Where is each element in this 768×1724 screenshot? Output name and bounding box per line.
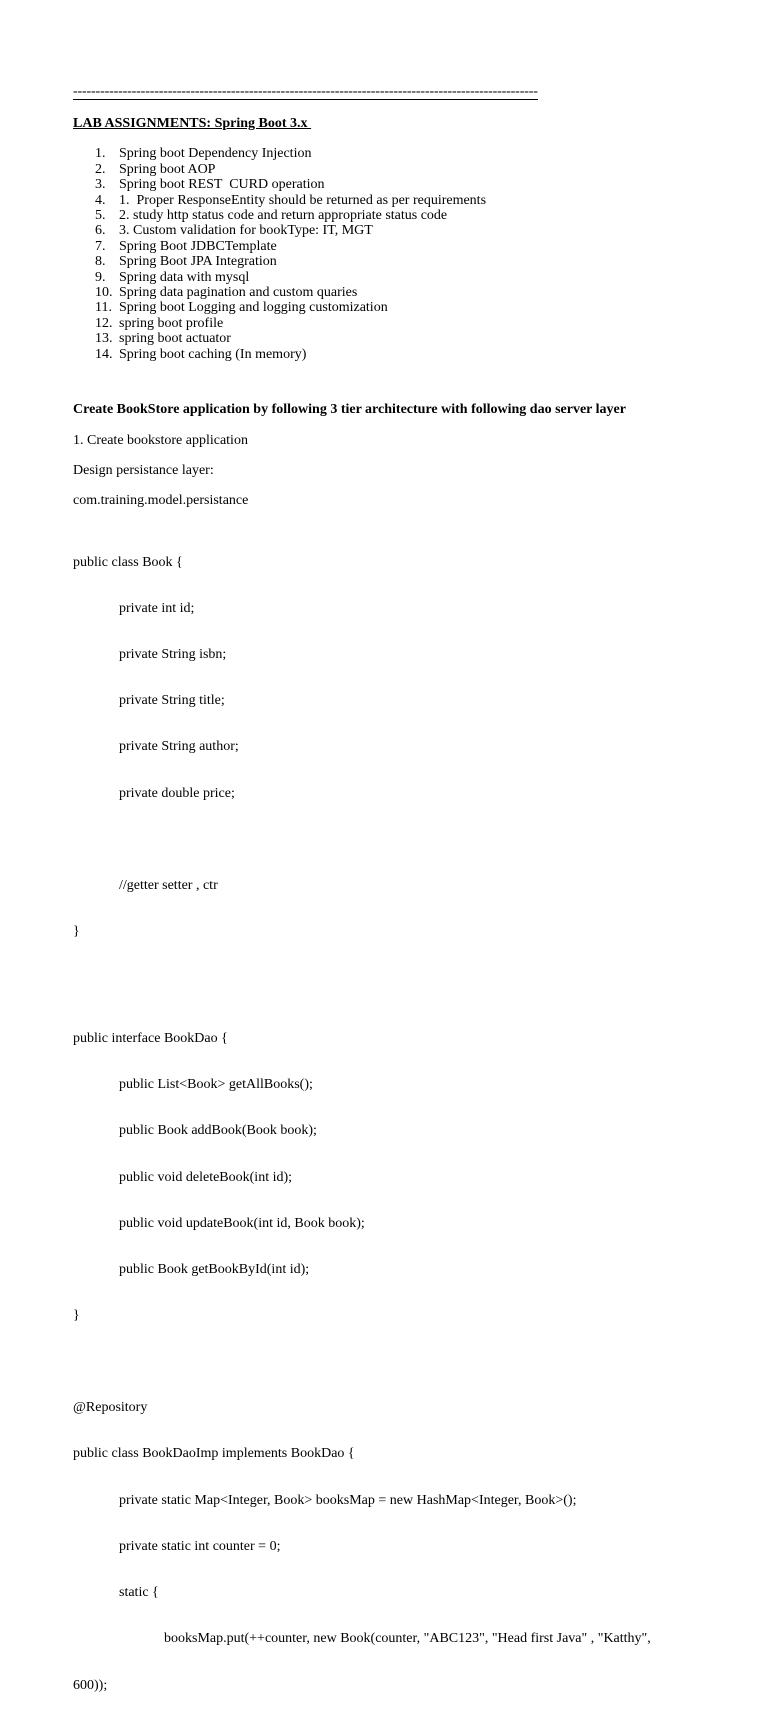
list-item: 8. Spring Boot JPA Integration (95, 254, 277, 270)
code-line: static { (119, 1585, 159, 1601)
code-line: public Book getBookById(int id); (119, 1262, 310, 1277)
code-line: private int id; (119, 600, 195, 616)
code-line: private String title; (119, 693, 225, 709)
list-item: 11. Spring boot Logging and logging customization (95, 300, 388, 316)
dao-impl-code (73, 1369, 693, 1723)
step-one-text: 1. Create bookstore application (73, 432, 248, 448)
code-line: public class BookDaoImp implements BookDao { (73, 1446, 355, 1462)
list-item: 7. Spring Boot JDBCTemplate (95, 238, 277, 254)
list-item: 12. spring boot profile (95, 315, 224, 331)
list-item: 3. Spring boot REST CURD operation (95, 177, 325, 193)
code-line: public List<Book> getAllBooks(); (119, 1077, 313, 1093)
dao-interface-code (73, 1000, 693, 1354)
code-line: private static Map<Integer, Book> booksMap = new HashMap<Integer, Book>(); (119, 1492, 577, 1508)
document-page (73, 84, 693, 1724)
code-line: private double price; (119, 785, 235, 801)
code-line: public Book addBook(Book book); (119, 1123, 317, 1139)
code-line: 600)); (73, 1677, 108, 1693)
list-item: 2. Spring boot AOP (95, 161, 216, 177)
package-name: com.training.model.persistance (73, 493, 249, 509)
code-line: } (73, 1308, 80, 1324)
code-line: } (73, 923, 80, 939)
code-line: public class Book { (73, 554, 183, 570)
code-line: public void deleteBook(int id); (119, 1169, 293, 1185)
list-item: 1. Spring boot Dependency Injection (95, 146, 312, 162)
design-label: Design persistance layer: (73, 462, 214, 478)
code-line: booksMap.put(++counter, new Book(counter, "ABC123", "Head first Java" , "Katthy", (164, 1631, 651, 1647)
bookstore-heading: Create BookStore application by following 3 tier architecture with following dao server layer (73, 402, 626, 418)
list-item: 4. 1. Proper ResponseEntity should be returned as per requirements (95, 192, 487, 208)
code-line: public void updateBook(int id, Book book); (119, 1215, 365, 1231)
code-comment: //getter setter , ctr (119, 877, 218, 893)
separator-line: ------------------------------------------------------------------------------------------------------- (73, 84, 538, 99)
code-annotation: @Repository (73, 1400, 148, 1416)
code-line: private static int counter = 0; (119, 1538, 281, 1554)
topics-list (73, 146, 693, 362)
code-line: public interface BookDao { (73, 1030, 228, 1046)
list-item: 13. spring boot actuator (95, 331, 231, 347)
list-item: 5. 2. study http status code and return appropriate status code (95, 208, 448, 224)
list-item: 6. 3. Custom validation for bookType: IT, MGT (95, 223, 373, 239)
book-class-code (73, 524, 693, 970)
list-item: 14. Spring boot caching (In memory) (95, 346, 307, 362)
lab-assignments-heading: LAB ASSIGNMENTS: Spring Boot 3.x (73, 116, 312, 131)
code-line: private String author; (119, 739, 239, 755)
code-line: private String isbn; (119, 646, 227, 662)
list-item: 9. Spring data with mysql (95, 269, 250, 285)
list-item: 10. Spring data pagination and custom quaries (95, 285, 358, 301)
